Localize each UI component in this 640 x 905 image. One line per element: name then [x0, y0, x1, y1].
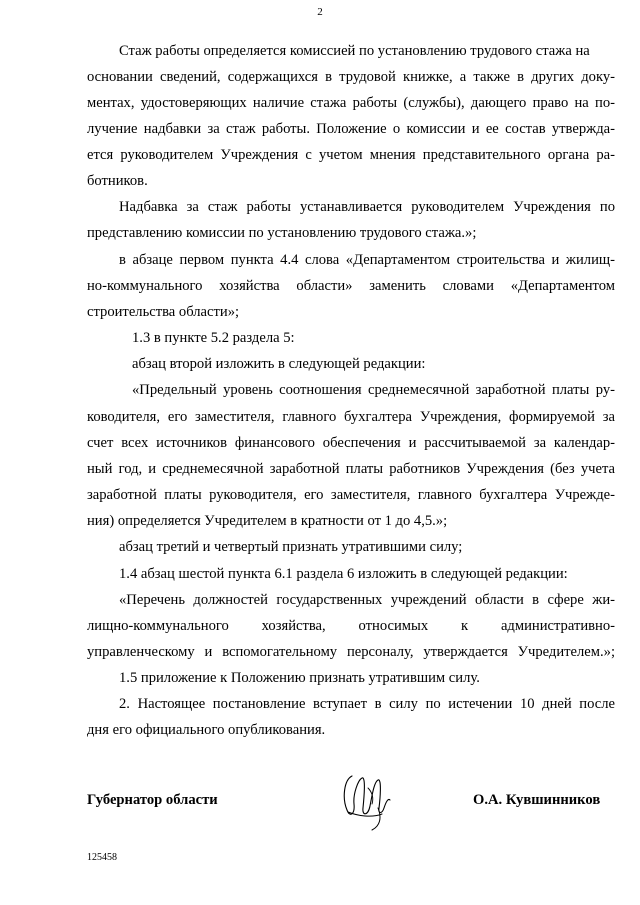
paragraph-line: 1.4 абзац шестой пункта 6.1 раздела 6 изложить в следующей редакции:: [119, 566, 568, 582]
paragraph-line: абзац третий и четвертый признать утратившими силу;: [119, 539, 463, 555]
handwritten-signature: [338, 768, 394, 834]
signatory-name: О.А. Кувшинников: [473, 792, 601, 808]
paragraph-line: управленческому и вспомогательному персоналу, утверждается Учредителем.»;: [87, 644, 615, 660]
paragraph-line: ментах, удостоверяющих наличие стажа работы (службы), дающего право на по-: [87, 95, 615, 111]
paragraph-line: ководителя, его заместителя, главного бухгалтера Учреждения, формируемой за: [87, 409, 615, 425]
paragraph-line: лучение надбавки за стаж работы. Положение о комиссии и ее состав утвержда-: [87, 121, 615, 137]
paragraph-line: «Предельный уровень соотношения среднемесячной заработной платы ру-: [132, 382, 615, 398]
paragraph-line: «Перечень должностей государственных учреждений области в сфере жи-: [119, 592, 615, 608]
paragraph-line: 1.5 приложение к Положению признать утратившим силу.: [119, 670, 480, 686]
paragraph-line: ется руководителем Учреждения с учетом мнения представительного органа ра-: [87, 147, 615, 163]
paragraph-line: представлению комиссии по установлению трудового стажа.»;: [87, 225, 477, 241]
paragraph-line: лищно-коммунального хозяйства, относимых к административно-: [87, 618, 615, 634]
paragraph-line: Стаж работы определяется комиссией по установлению трудового стажа на: [119, 43, 590, 59]
paragraph-line: 2. Настоящее постановление вступает в силу по истечении 10 дней после: [119, 696, 615, 712]
paragraph-line: ния) определяется Учредителем в кратности от 1 до 4,5.»;: [87, 513, 448, 529]
paragraph-line: счет всех источников финансового обеспечения и рассчитываемой за календар-: [87, 435, 615, 451]
paragraph-line: Надбавка за стаж работы устанавливается руководителем Учреждения по: [119, 199, 615, 215]
paragraph-line: ный год, и среднемесячной заработной платы работников Учреждения (без учета: [87, 461, 615, 477]
paragraph-line: основании сведений, содержащихся в трудовой книжке, а также в других доку-: [87, 69, 615, 85]
paragraph-line: заработной платы руководителя, его заместителя, главного бухгалтера Учрежде-: [87, 487, 615, 503]
paragraph-line: абзац второй изложить в следующей редакции:: [132, 356, 426, 372]
page-number: 2: [317, 6, 323, 18]
paragraph-line: в абзаце первом пункта 4.4 слова «Департаментом строительства и жилищ-: [119, 252, 615, 268]
paragraph-line: ботников.: [87, 173, 148, 189]
paragraph-line: строительства области»;: [87, 304, 240, 320]
document-code: 125458: [87, 852, 117, 863]
paragraph-line: 1.3 в пункте 5.2 раздела 5:: [132, 330, 295, 346]
paragraph-line: дня его официального опубликования.: [87, 722, 326, 738]
paragraph-line: но-коммунального хозяйства области» заменить словами «Департаментом: [87, 278, 615, 294]
signatory-position: Губернатор области: [87, 792, 218, 808]
